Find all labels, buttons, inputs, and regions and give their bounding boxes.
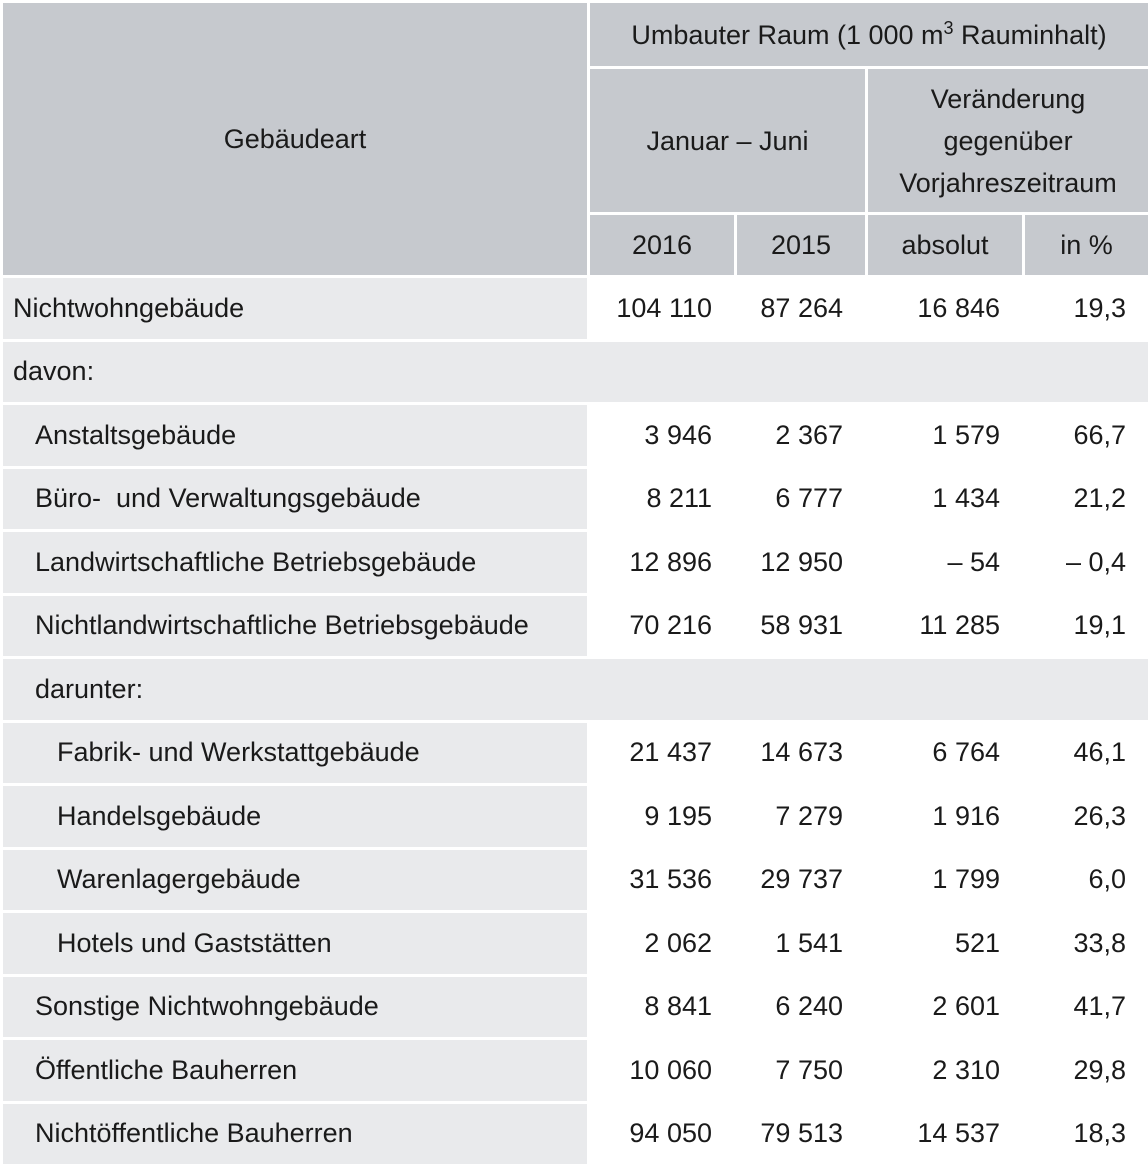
cell-percent: – 0,4 [1024, 531, 1148, 595]
row-label: Nichtöffentliche Bauherren [2, 1102, 589, 1166]
cell-2015: 7 279 [736, 785, 867, 849]
label-column-header: Gebäudeart [2, 2, 589, 277]
row-label: Sonstige Nichtwohngebäude [2, 975, 589, 1039]
table-row [2, 467, 1148, 531]
cell-percent: 41,7 [1024, 975, 1148, 1039]
cell-2015: 6 240 [736, 975, 867, 1039]
col-header-2015: 2015 [736, 214, 867, 277]
cell-2015: 79 513 [736, 1102, 867, 1166]
table-row [2, 785, 1148, 849]
cell-2016: 70 216 [589, 594, 736, 658]
cell-absolut: – 54 [867, 531, 1024, 595]
cell-absolut: 1 434 [867, 467, 1024, 531]
row-label: Anstaltsgebäude [2, 404, 589, 468]
table-row [2, 975, 1148, 1039]
cell-2016: 12 896 [589, 531, 736, 595]
cell-percent: 19,3 [1024, 277, 1148, 341]
cell-percent: 18,3 [1024, 1102, 1148, 1166]
cell-2016: 3 946 [589, 404, 736, 468]
cell-percent: 29,8 [1024, 1039, 1148, 1103]
cell-2016: 8 211 [589, 467, 736, 531]
cell-2016: 104 110 [589, 277, 736, 341]
cell-2015: 58 931 [736, 594, 867, 658]
cell-absolut: 16 846 [867, 277, 1024, 341]
cell-percent: 6,0 [1024, 848, 1148, 912]
cell-absolut: 521 [867, 912, 1024, 976]
row-label: Nichtlandwirtschaftliche Betriebsgebäude [2, 594, 589, 658]
row-label: Warenlagergebäude [2, 848, 589, 912]
row-label: Fabrik- und Werkstattgebäude [2, 721, 589, 785]
table-row [2, 912, 1148, 976]
cell-2015: 2 367 [736, 404, 867, 468]
cell-2015: 1 541 [736, 912, 867, 976]
table-row [2, 594, 1148, 658]
cell-absolut: 1 799 [867, 848, 1024, 912]
cell-percent: 21,2 [1024, 467, 1148, 531]
cell-absolut: 1 916 [867, 785, 1024, 849]
change-header-line: Veränderung [886, 78, 1130, 120]
cell-percent: 46,1 [1024, 721, 1148, 785]
cell-2015: 7 750 [736, 1039, 867, 1103]
group-header-text: Umbauter Raum (1 000 m [631, 20, 943, 50]
cell-2016: 8 841 [589, 975, 736, 1039]
col-header-absolut: absolut [867, 214, 1024, 277]
cell-2015: 29 737 [736, 848, 867, 912]
cell-2016: 21 437 [589, 721, 736, 785]
group-header-sup: 3 [944, 18, 954, 38]
row-label: Hotels und Gaststätten [2, 912, 589, 976]
change-header [867, 68, 1148, 214]
row-label: Öffentliche Bauherren [2, 1039, 589, 1103]
cell-2016: 31 536 [589, 848, 736, 912]
cell-2015: 14 673 [736, 721, 867, 785]
row-label: Büro- und Verwaltungsgebäude [2, 467, 589, 531]
cell-absolut: 14 537 [867, 1102, 1024, 1166]
group-header-text-end: Rauminhalt) [954, 20, 1107, 50]
section-label: davon: [2, 340, 1148, 404]
group-header [589, 2, 1148, 68]
table-header [2, 2, 1148, 277]
cell-percent: 19,1 [1024, 594, 1148, 658]
change-header-line: Vorjahreszeitraum [886, 162, 1130, 204]
table-row [2, 721, 1148, 785]
cell-2016: 94 050 [589, 1102, 736, 1166]
table-row [2, 848, 1148, 912]
row-label: Nichtwohngebäude [2, 277, 589, 341]
cell-absolut: 2 601 [867, 975, 1024, 1039]
cell-percent: 66,7 [1024, 404, 1148, 468]
period-header: Januar – Juni [589, 68, 867, 214]
cell-2016: 2 062 [589, 912, 736, 976]
cell-absolut: 11 285 [867, 594, 1024, 658]
section-row [2, 340, 1148, 404]
row-label: Handelsgebäude [2, 785, 589, 849]
cell-absolut: 6 764 [867, 721, 1024, 785]
cell-2016: 10 060 [589, 1039, 736, 1103]
row-label: Landwirtschaftliche Betriebsgebäude [2, 531, 589, 595]
table-row [2, 1102, 1148, 1166]
col-header-2016: 2016 [589, 214, 736, 277]
cell-absolut: 2 310 [867, 1039, 1024, 1103]
table-row [2, 1039, 1148, 1103]
cell-percent: 33,8 [1024, 912, 1148, 976]
cell-2016: 9 195 [589, 785, 736, 849]
cell-percent: 26,3 [1024, 785, 1148, 849]
table-row [2, 277, 1148, 341]
table-row [2, 531, 1148, 595]
table-body [2, 277, 1148, 1166]
cell-2015: 6 777 [736, 467, 867, 531]
cell-absolut: 1 579 [867, 404, 1024, 468]
cell-2015: 12 950 [736, 531, 867, 595]
section-label: darunter: [2, 658, 1148, 722]
table-row [2, 404, 1148, 468]
section-row [2, 658, 1148, 722]
change-header-line: gegenüber [886, 120, 1130, 162]
cell-2015: 87 264 [736, 277, 867, 341]
col-header-percent: in % [1024, 214, 1148, 277]
